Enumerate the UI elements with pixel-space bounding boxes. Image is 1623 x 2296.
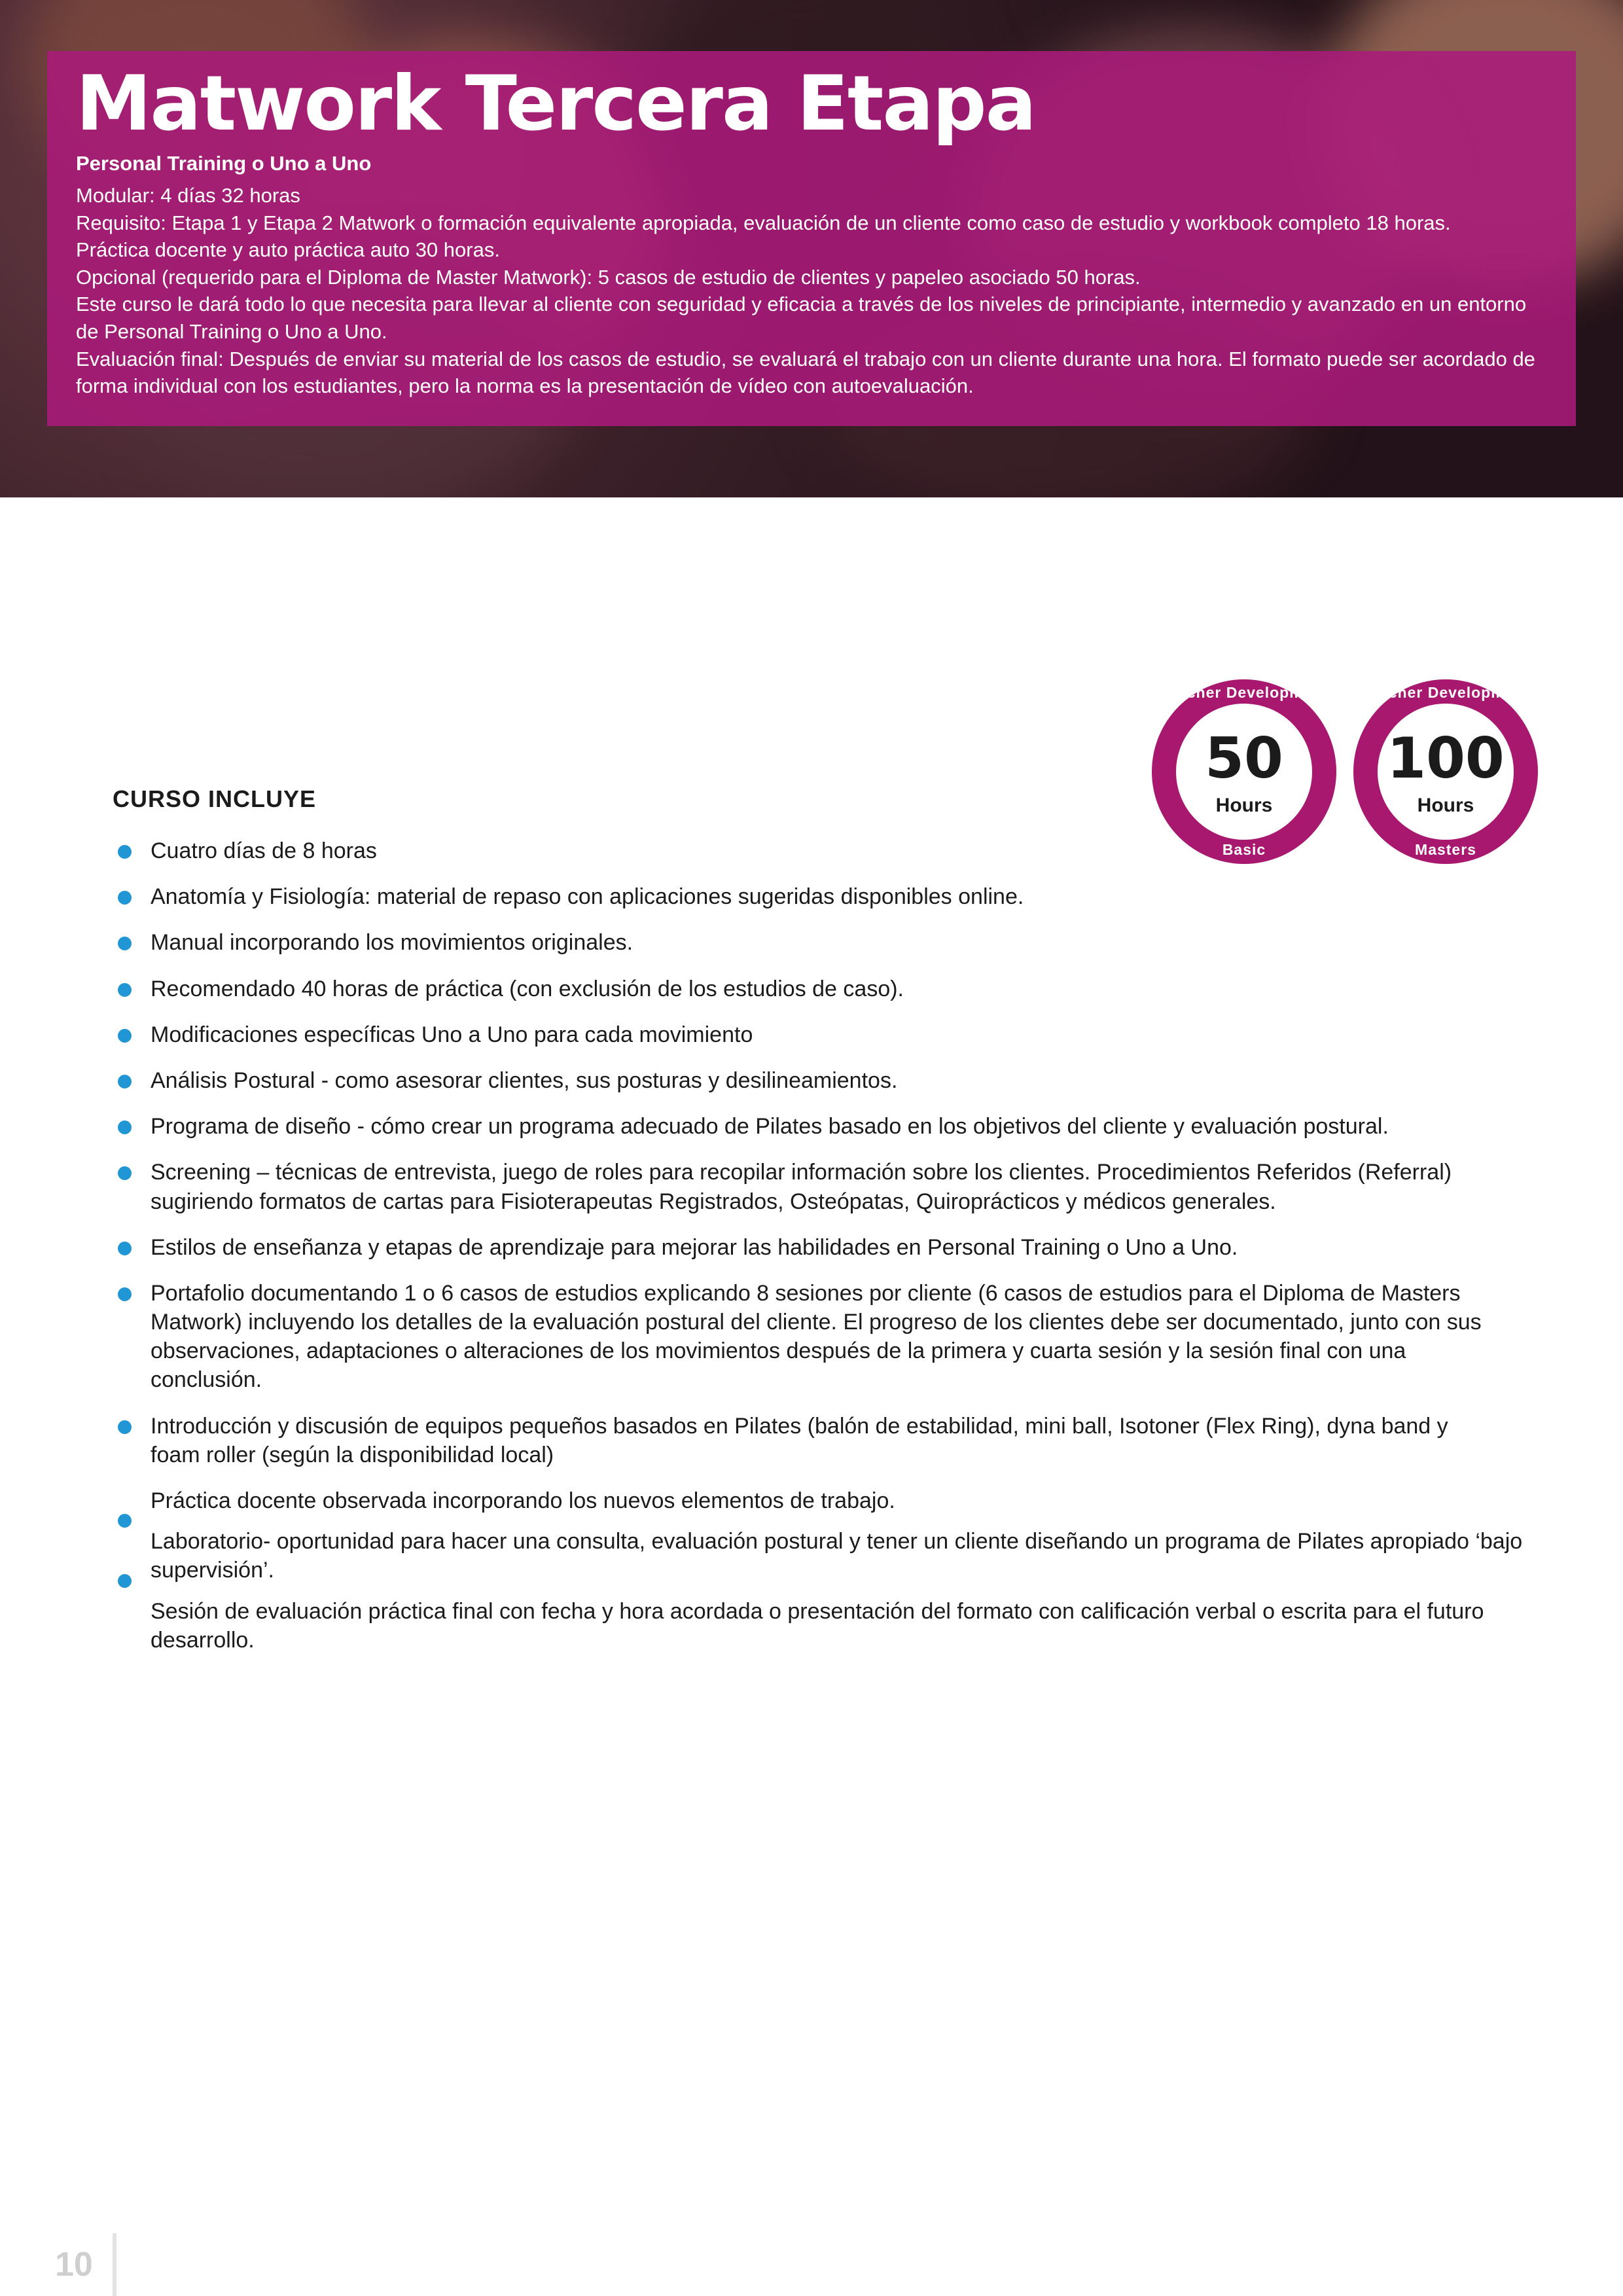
badge-hours-number: 50: [1205, 726, 1283, 791]
list-item: [113, 1066, 1526, 1095]
list-item: [113, 1597, 1526, 1655]
list-item-text: Práctica docente observada incorporando los nuevos elementos de trabajo.: [151, 1488, 895, 1513]
list-item-text: Programa de diseño - cómo crear un programa adecuado de Pilates basado en los objetivos del cliente y evaluación postural.: [151, 1114, 1389, 1139]
badge-top-label: Teacher Development: [1160, 684, 1329, 701]
bullet-dot-icon: [118, 845, 132, 859]
list-item-text: Introducción y discusión de equipos pequeños basados en Pilates (balón de estabilidad, mini ball, Isotoner (Flex Ring), dyna band y foam roller (según la disponibilidad local): [151, 1413, 1448, 1467]
header-line-requisito: Requisito: Etapa 1 y Etapa 2 Matwork o formación equivalente apropiada, evaluación de un cliente como caso de estudio y workbook completo 18 horas.: [76, 211, 1451, 234]
badge-bottom-label: Basic: [1222, 841, 1266, 858]
list-item-text: Sesión de evaluación práctica final con fecha y hora acordada o presentación del formato con calificación verbal o escrita para el futuro desarrollo.: [151, 1598, 1484, 1653]
header-line-modular: Modular: 4 días 32 horas: [76, 184, 300, 207]
list-item: [113, 1112, 1493, 1141]
course-subtitle: Personal Training o Uno a Uno: [76, 152, 372, 175]
list-item: [113, 1486, 1526, 1515]
list-item: [113, 882, 1526, 911]
list-item-text: Análisis Postural - como asesorar clientes, sus posturas y desilineamientos.: [151, 1067, 898, 1093]
page-number: 10: [55, 2246, 93, 2284]
list-item: [113, 1279, 1493, 1395]
badge-top-label: Teacher Development: [1361, 684, 1530, 701]
bullet-dot-icon: [118, 1574, 132, 1588]
header-line-opcional: Opcional (requerido para el Diploma de Master Matwork): 5 casos de estudio de clientes y papeleo asociado 50 horas.: [76, 265, 1141, 289]
list-item-text: Screening – técnicas de entrevista, juego de roles para recopilar información sobre los clientes. Procedimientos Referidos (Referral) sugiriendo formatos de cartas para Fisioterapeutas Registrados, Osteópatas, Quiroprácticos y médicos generales.: [151, 1160, 1452, 1214]
header-line-evaluacion: Evaluación final: Después de enviar su material de los casos de estudio, se evaluará el trabajo con un cliente durante una hora. El formato puede ser acordado de forma individual con los estudiantes, pero la norma es la presentación de vídeo con autoevaluación.: [76, 347, 1535, 398]
bullet-dot-icon: [118, 937, 132, 950]
header-line-descripcion: Este curso le dará todo lo que necesita para llevar al cliente con seguridad y eficacia a través de los niveles de principiante, intermedio y avanzado en un entorno de Personal Training o Uno a Uno.: [76, 293, 1527, 343]
header-line-practica: Práctica docente y auto práctica auto 30 horas.: [76, 238, 500, 262]
list-item-text: Laboratorio- oportunidad para hacer una consulta, evaluación postural y tener un cliente diseñando un programa de Pilates apropiado ‘bajo supervisión’.: [151, 1529, 1523, 1583]
list-item-text: Anatomía y Fisiología: material de repaso con aplicaciones sugeridas disponibles online.: [151, 884, 1024, 910]
page-footer: [0, 2225, 1623, 2296]
footer-rule: [113, 2233, 116, 2296]
list-item-text: Cuatro días de 8 horas: [151, 838, 377, 863]
bullet-dot-icon: [118, 1075, 132, 1088]
course-includes-list: [113, 836, 1526, 1672]
bullet-dot-icon: [118, 1121, 132, 1134]
bullet-dot-icon: [118, 1166, 132, 1180]
list-item-text: Portafolio documentando 1 o 6 casos de estudios explicando 8 sesiones por cliente (6 casos de estudios para el Diploma de Masters Matwork) incluyendo los detalles de la evaluación postural del cliente. El progreso de los clientes debe ser documentado, junto con sus observaciones, adaptaciones o alteraciones de los movimientos después de la primera y cuarta sesión y la sesión final con una conclusión.: [151, 1280, 1482, 1393]
list-item: [113, 1158, 1461, 1215]
badge-hours-number: 100: [1387, 726, 1505, 791]
list-item: [113, 1412, 1493, 1469]
list-item: [113, 928, 1526, 957]
bullet-dot-icon: [118, 1029, 132, 1043]
list-item-text: Manual incorporando los movimientos originales.: [151, 930, 633, 956]
list-item: [113, 975, 1526, 1003]
page-title: Matwork Tercera Etapa: [76, 60, 1035, 148]
course-header-block: [47, 51, 1576, 426]
bullet-dot-icon: [118, 1287, 132, 1301]
list-item-text: Estilos de enseñanza y etapas de aprendizaje para mejorar las habilidades en Personal Training o Uno a Uno.: [151, 1234, 1238, 1260]
section-title-curso-incluye: CURSO INCLUYE: [113, 785, 317, 812]
bullet-dot-icon: [118, 1242, 132, 1255]
badge-bottom-label: Masters: [1415, 841, 1476, 858]
list-item: [113, 1527, 1526, 1585]
list-item: [113, 836, 1526, 865]
bullet-dot-icon: [118, 983, 132, 997]
list-item-text: Modificaciones específicas Uno a Uno para cada movimiento: [151, 1022, 753, 1047]
bullet-dot-icon: [118, 1514, 132, 1528]
badge-hours-label: Hours: [1417, 795, 1474, 816]
bullet-dot-icon: [118, 891, 132, 905]
badge-hours-label: Hours: [1215, 795, 1273, 816]
list-item-text: Recomendado 40 horas de práctica (con exclusión de los estudios de caso).: [151, 976, 904, 1001]
bullet-dot-icon: [118, 1420, 132, 1434]
list-item: [113, 1233, 1493, 1262]
list-item: [113, 1020, 1526, 1049]
